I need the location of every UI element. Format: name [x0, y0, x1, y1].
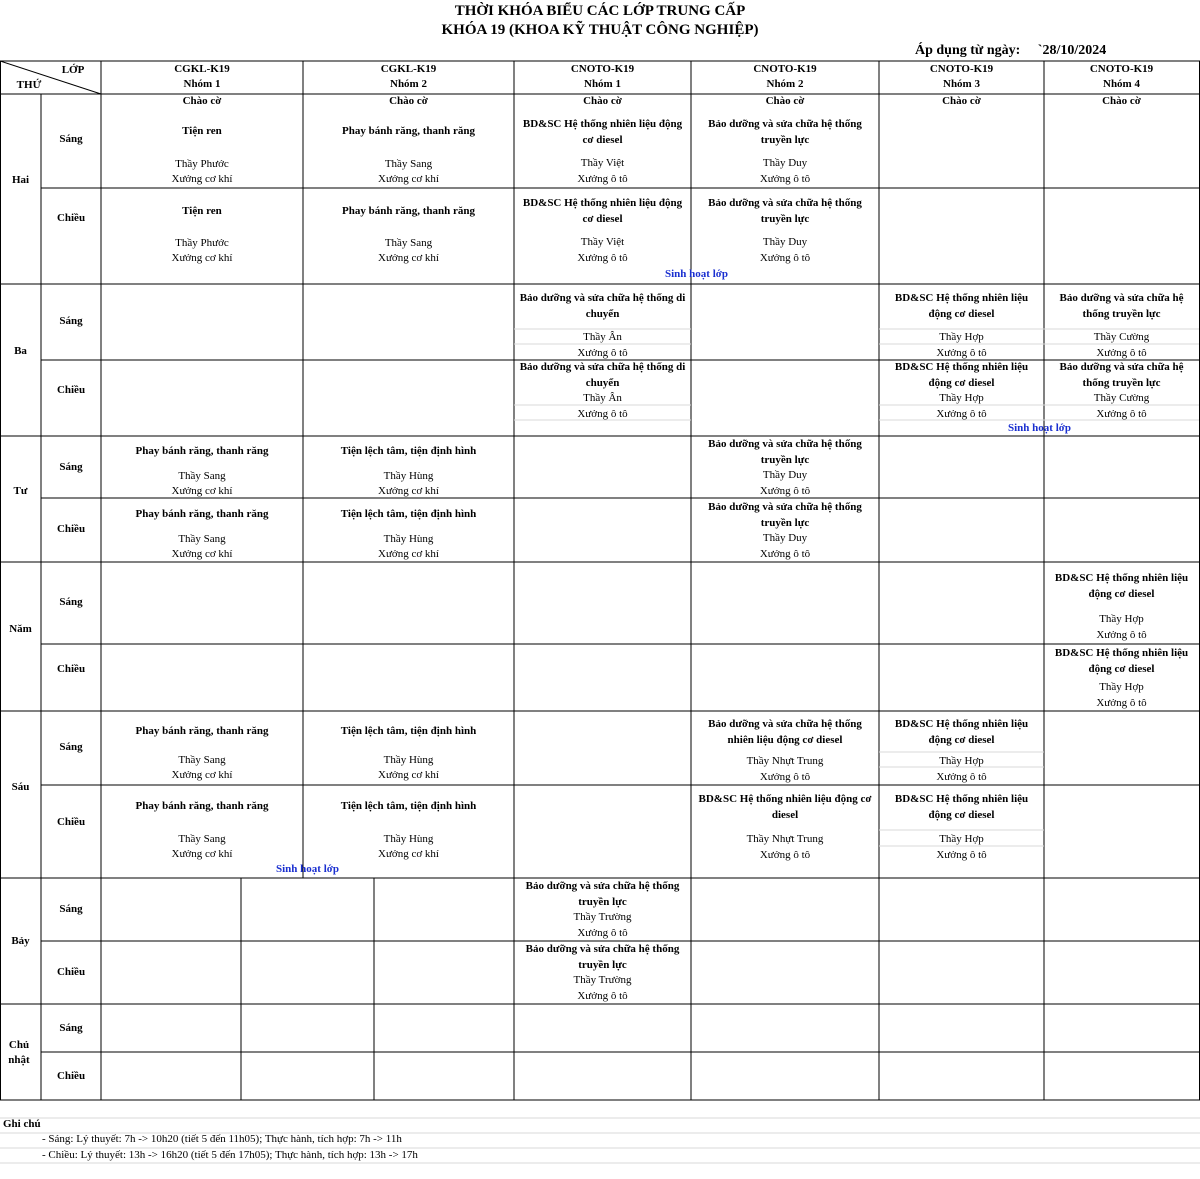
class-group: Nhóm 3: [943, 78, 980, 90]
day-label-hai: Hai: [11, 174, 30, 186]
sinh-hoat-lop: Sinh hoạt lớp: [1008, 422, 1071, 434]
day-label-bay: Bảy: [11, 935, 30, 947]
schedule-entry: BD&SC Hệ thống nhiên liệu động cơ diesel Thầy Việt Xưởng ô tô: [522, 197, 683, 264]
schedule-entry: Bảo dưỡng và sửa chữa hệ thống nhiên liệu động cơ diesel Thầy Nhựt Trung Xưởng ô tô: [708, 718, 862, 783]
chao-co: Chào cờ: [1102, 95, 1141, 107]
schedule-entry: Phay bánh răng, thanh răng Thầy Sang Xưởng cơ khí: [135, 445, 269, 497]
schedule-entry: BD&SC Hệ thống nhiên liệu động cơ diesel Thầy Hợp Xưởng ô tô: [894, 361, 1029, 420]
schedule-entry: BD&SC Hệ thống nhiên liệu động cơ diesel Thầy Hợp Xưởng ô tô: [894, 718, 1029, 783]
session-chieu: Chiều: [56, 966, 86, 978]
schedule-entry: Bảo dưỡng và sửa chữa hệ thống truyền lực Thầy Duy Xưởng ô tô: [708, 438, 862, 497]
class-group: Nhóm 2: [766, 78, 804, 90]
class-group: Nhóm 4: [1103, 78, 1140, 90]
class-group: Nhóm 1: [183, 78, 221, 90]
schedule-entry: Bảo dưỡng và sửa chữa hệ thống truyền lực Thầy Cường Xưởng ô tô: [1059, 292, 1184, 359]
session-chieu: Chiều: [56, 816, 86, 828]
session-chieu: Chiều: [56, 384, 86, 396]
schedule-entry: Bảo dưỡng và sửa chữa hệ thống truyền lực Thầy Cường Xưởng ô tô: [1059, 361, 1184, 420]
schedule-entry: BD&SC Hệ thống nhiên liệu động cơ diesel Thầy Hợp Xưởng ô tô: [894, 292, 1029, 359]
schedule-entry: Phay bánh răng, thanh răng Thầy Sang Xưởng cơ khí: [342, 205, 475, 264]
notes-title: Ghi chú: [3, 1118, 41, 1130]
class-name: CNOTO-K19: [570, 63, 635, 75]
schedule-entry: Bảo dưỡng và sửa chữa hệ thống di chuyển Thầy Ân Xưởng ô tô: [519, 292, 686, 359]
schedule-entry: Tiện lệch tâm, tiện định hình Thầy Hùng Xưởng cơ khí: [340, 725, 477, 781]
class-group: Nhóm 2: [390, 78, 427, 90]
schedule-entry: Bảo dưỡng và sửa chữa hệ thống truyền lực Thầy Duy Xưởng ô tô: [708, 501, 862, 560]
schedule-entry: Tiện ren Thầy Phước Xưởng cơ khí: [171, 205, 233, 264]
session-sang: Sáng: [59, 461, 83, 473]
schedule-entry: BD&SC Hệ thống nhiên liệu động cơ diesel Thầy Nhựt Trung Xưởng ô tô: [698, 793, 872, 861]
class-header: [303, 62, 514, 92]
schedule-entry: BD&SC Hệ thống nhiên liệu động cơ diesel Thầy Hợp Xưởng ô tô: [894, 793, 1029, 861]
schedule-entry: Tiện lệch tâm, tiện định hình Thầy Hùng Xưởng cơ khí: [340, 445, 477, 497]
sinh-hoat-lop: Sinh hoạt lớp: [276, 863, 339, 875]
day-label-tu: Tư: [13, 485, 28, 497]
class-header: [691, 62, 879, 92]
chao-co: Chào cờ: [182, 95, 222, 107]
page-title: THỜI KHÓA BIỂU CÁC LỚP TRUNG CẤP: [454, 3, 746, 19]
schedule-entry: Tiện lệch tâm, tiện định hình Thầy Hùng Xưởng cơ khí: [340, 508, 477, 560]
sinh-hoat-lop: Sinh hoạt lớp: [665, 268, 728, 280]
chao-co: Chào cờ: [583, 95, 622, 107]
session-sang: Sáng: [59, 741, 83, 753]
schedule-entry: BD&SC Hệ thống nhiên liệu động cơ diesel Thầy Hợp Xưởng ô tô: [1054, 572, 1189, 641]
class-header: [879, 62, 1044, 92]
apply-date-value: `28/10/2024: [1037, 43, 1107, 58]
schedule-entry: Phay bánh răng, thanh răng Thầy Sang Xưởng cơ khí: [135, 725, 269, 781]
class-header: [1044, 62, 1199, 92]
schedule-entry: Phay bánh răng, thanh răng Thầy Sang Xưởng cơ khí: [135, 508, 269, 560]
schedule-entry: BD&SC Hệ thống nhiên liệu động cơ diesel Thầy Hợp Xưởng ô tô: [1054, 647, 1189, 709]
session-chieu: Chiều: [56, 663, 86, 675]
page-subtitle: KHÓA 19 (KHOA KỸ THUẬT CÔNG NGHIỆP): [441, 22, 759, 38]
schedule-entry: Bảo dưỡng và sửa chữa hệ thống truyền lực Thầy Trường Xưởng ô tô: [525, 880, 680, 939]
apply-date-label: Áp dụng từ ngày:: [915, 43, 1021, 58]
schedule-entry: Tiện ren Thầy Phước Xưởng cơ khí: [171, 125, 233, 185]
session-sang: Sáng: [59, 315, 83, 327]
class-name: CGKL-K19: [380, 63, 437, 75]
session-chieu: Chiều: [56, 1070, 86, 1082]
class-header: [514, 62, 691, 92]
class-group: Nhóm 1: [584, 78, 621, 90]
session-chieu: Chiều: [56, 212, 86, 224]
class-name: CNOTO-K19: [929, 63, 994, 75]
schedule-entry: BD&SC Hệ thống nhiên liệu động cơ diesel Thầy Việt Xưởng ô tô: [522, 118, 683, 185]
chao-co: Chào cờ: [765, 95, 805, 107]
class-name: CGKL-K19: [174, 63, 230, 75]
note-line: - Chiều: Lý thuyết: 13h -> 16h20 (tiết 5 đến 17h05); Thực hành, tích hợp: 13h -> 17h: [42, 1149, 418, 1161]
corner-thu: THỨ: [16, 79, 42, 91]
session-sang: Sáng: [59, 133, 83, 145]
corner-lop: LỚP: [61, 64, 85, 76]
chao-co: Chào cờ: [389, 95, 428, 107]
schedule-entry: Phay bánh răng, thanh răng Thầy Sang Xưởng cơ khí: [342, 125, 475, 185]
schedule-entry: Bảo dưỡng và sửa chữa hệ thống truyền lực Thầy Duy Xưởng ô tô: [708, 197, 862, 264]
session-chieu: Chiều: [56, 523, 86, 535]
day-label-chu-nhat: Chủ nhật: [8, 1039, 30, 1066]
schedule-entry: Bảo dưỡng và sửa chữa hệ thống di chuyển Thầy Ân Xưởng ô tô: [519, 361, 686, 420]
schedule-entry: Phay bánh răng, thanh răng Thầy Sang Xưởng cơ khí: [135, 800, 269, 860]
day-label-ba: Ba: [14, 345, 27, 357]
chao-co: Chào cờ: [942, 95, 981, 107]
session-sang: Sáng: [59, 596, 83, 608]
class-name: CNOTO-K19: [1089, 63, 1154, 75]
schedule-entry: Bảo dưỡng và sửa chữa hệ thống truyền lực Thầy Trường Xưởng ô tô: [525, 943, 680, 1002]
class-header: [101, 62, 303, 92]
session-sang: Sáng: [59, 903, 83, 915]
note-line: - Sáng: Lý thuyết: 7h -> 10h20 (tiết 5 đến 11h05); Thực hành, tích hợp: 7h -> 11h: [42, 1133, 402, 1145]
schedule-entry: Bảo dưỡng và sửa chữa hệ thống truyền lực Thầy Duy Xưởng ô tô: [708, 118, 862, 185]
day-label-sau: Sáu: [11, 781, 30, 793]
class-name: CNOTO-K19: [753, 63, 817, 75]
schedule-entry: Tiện lệch tâm, tiện định hình Thầy Hùng Xưởng cơ khí: [340, 800, 477, 860]
session-sang: Sáng: [59, 1022, 83, 1034]
day-label-nam: Năm: [9, 623, 32, 635]
